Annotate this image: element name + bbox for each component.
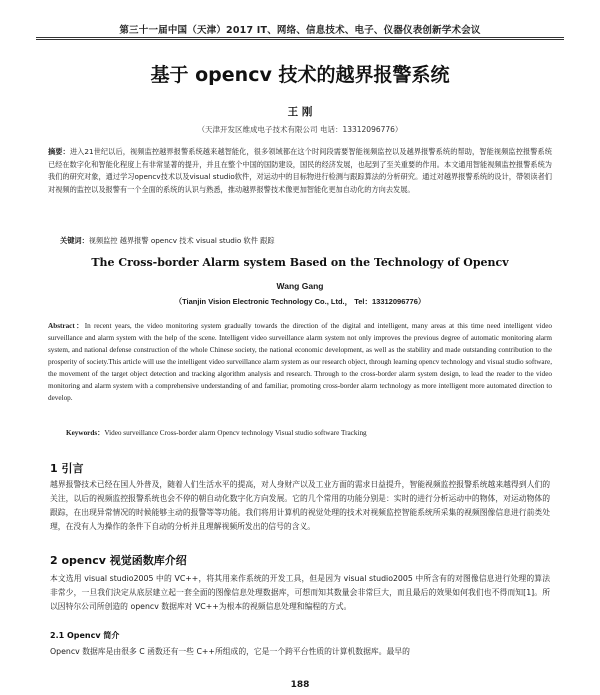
chinese-title: 基于 opencv 技术的越界报警系统 xyxy=(150,64,450,86)
subsection-heading-opencv-intro: 2.1 Opencv 简介 xyxy=(50,631,120,640)
english-keywords-text: Video surveillance Cross-border alarm Opencv technology Visual studio software Tracking xyxy=(104,429,367,437)
chinese-abstract xyxy=(48,146,552,196)
english-abstract xyxy=(48,320,552,404)
running-header: 第三十一届中国（天津）2017 IT、网络、信息技术、电子、仪器仪表创新学术会议 xyxy=(119,25,481,36)
header-rule-top xyxy=(36,37,564,38)
english-author: Wang Gang xyxy=(276,281,324,291)
chinese-keywords xyxy=(60,236,550,246)
english-abstract-label: Abstract： xyxy=(48,322,85,330)
chinese-keywords-text: 视频监控 越界报警 opencv 技术 visual studio 软件 跟踪 xyxy=(88,236,275,245)
chinese-keywords-label: 关键词： xyxy=(60,236,89,245)
chinese-author: 王 刚 xyxy=(287,106,313,118)
section-heading-introduction: 1 引言 xyxy=(50,462,84,475)
header-rule-bottom xyxy=(36,39,564,40)
section-paragraph-introduction: 越界报警技术已经在国人外普及，随着人们生活水平的提高，对人身财产以及工业方面的需求日益提升，智能视频监控报警系统越来越得到人们的关注，以后的视频监控报警系统也会不停的朝自动化数字化方向发展。它的几个常用的功能分别是：实时的进行分析运动中的物体，对运动物体的跟踪，在出现异常情况的时候能够主动的报警等等功能。我们将用计算机的视觉处理的技术对视频监控智能系统所采集的视频图像信息进行前类处理，在没有人为操作的条件下自动的分析并且理解视频所发出的信号的含义。 xyxy=(50,480,550,531)
section-paragraph-opencv: 本文选用 visual studio2005 中的 VC++，将其用来作系统的开发工具，但是因为 visual studio2005 中所含有的对图像信息进行处理的算法非常少，一旦我们決定从底层建立起一套全面的图像信息处理数据库，可想而知其数量会非常巨大，而且最后的效果如何我们也不得而知[1]。所以因特尔公司所创造的 opencv 数据库对 VC++为根本的视频信息处理和编程的方式。 xyxy=(50,574,550,611)
chinese-abstract-label: 摘要： xyxy=(48,147,70,156)
chinese-affiliation: （天津开发区维成电子技术有限公司 电话：13312096776） xyxy=(197,125,403,134)
section-heading-opencv: 2 opencv 视觉函数库介绍 xyxy=(50,554,187,567)
chinese-abstract-text: 进入21世纪以后，视频监控越界报警系统越来越智能化，很多领域都在这个时间段需要智能视频监控以及越界报警系统的帮助，智能视频监控报警系统已经在数字化和智能化程度上有非常显著的提升，并且在整个中国的国防建设，国民的经济发展，也起到了至关重要的作用。本文通用智能视频监控报警系统为我们的研究对象，通过学习opencv技术以及visual studio软件，对运动中的目标物进行检测与跟踪算法的分析研究。通过对越界报警系统的设计，帶领读者们对视频的监控以及报警有一个全面的系统的认识与熟悉，推动越界报警技术像更加智能化更加自动化的方向去发展。 xyxy=(48,147,552,194)
english-keywords-label: Keywords： xyxy=(66,429,105,437)
page-number: 188 xyxy=(290,680,310,690)
english-keywords xyxy=(66,428,556,438)
english-affiliation: （Tianjin Vision Electronic Technology Co., Ltd.， Tel：13312096776） xyxy=(174,297,426,306)
subsection-paragraph-opencv-intro: Opencv 数据库是由很多 C 函数还有一些 C++所组成的，它是一个跨平台性质的计算机数据库。最早的 xyxy=(50,647,410,656)
english-title: The Cross-border Alarm system Based on the Technology of Opencv xyxy=(91,256,509,269)
english-abstract-text: In recent years, the video monitoring system gradually towards the direction of the digital and intelligent, many areas at this time need intelligent video surveillance and alarm system with the help of the scene. Intelligent video surveillance alarm system not only improves the previous degree of automatic monitoring alarm system, and national defense construction of the whole Chinese society, the national economic development, as well as the stability and made outstanding contribution to the prosperity of society.This article will use the intelligent video surveillance alarm system as our research object, through learning opencv technology and visual studio software, the movement of the target object detection and tracking algorithm analysis and research. Through to the cross-border alarm system design, to lead the reader to the video monitoring and alarm system with a comprehensive understanding of and familiar, promoting cross-border alarm technology as more intelligent more automated direction to develop. xyxy=(48,322,553,402)
